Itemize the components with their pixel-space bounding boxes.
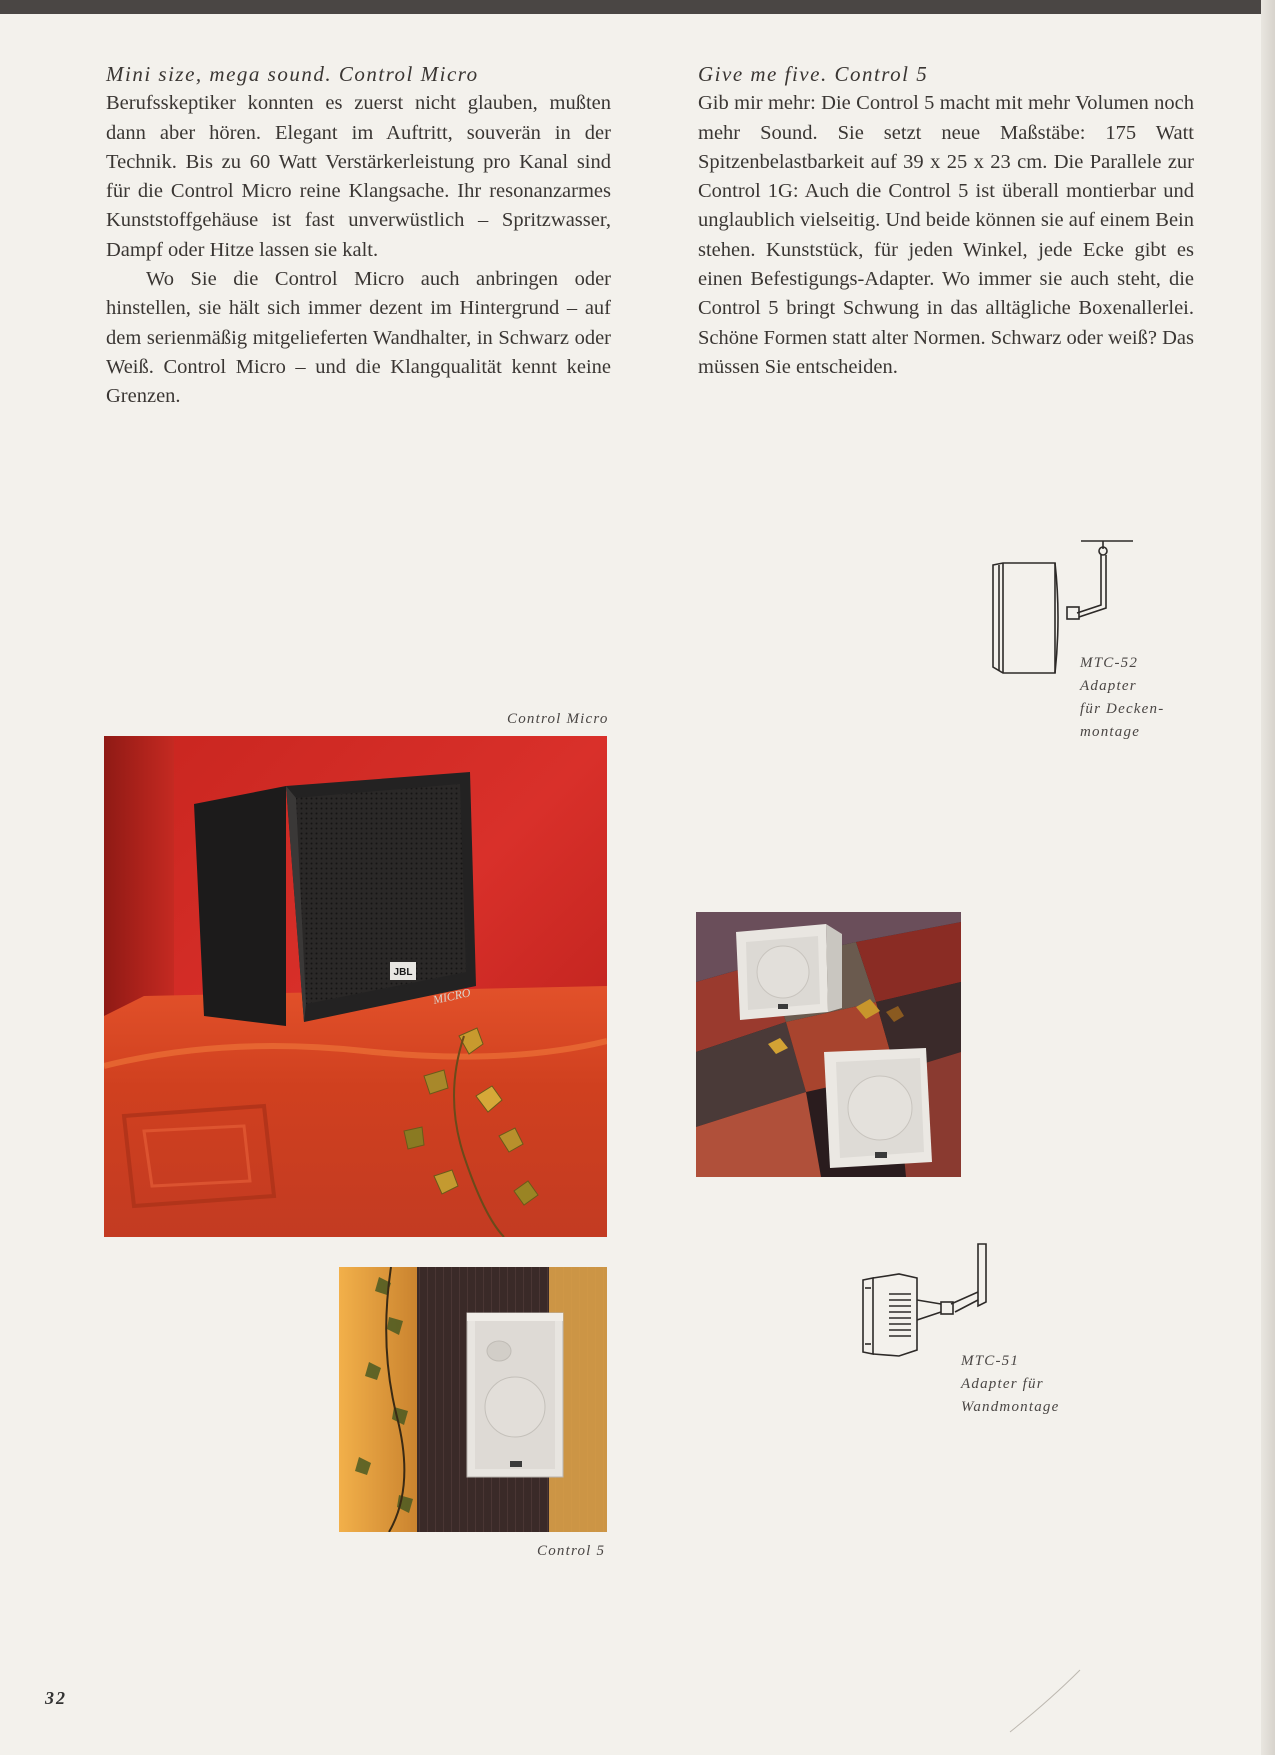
mtc51-title: MTC-51 (961, 1353, 1020, 1369)
page-binding-edge (1261, 0, 1275, 1755)
jbl-logo-text: JBL (393, 967, 413, 978)
left-column-heading: Mini size, mega sound. Control Micro (106, 62, 479, 86)
left-column-paragraph-2: Wo Sie die Control Micro auch anbringen oder hinstellen, sie hält sich immer dezent im Hintergrund – auf dem serienmäßig mitgelieferten Wandhalter, in Schwarz oder Weiß. Control Micro – und die Klangqualität kennt keine Grenzen. (106, 268, 611, 408)
control-5-pair-photo (696, 912, 961, 1177)
right-column-heading: Give me five. Control 5 (698, 62, 929, 86)
control-5-wall-photo (339, 1267, 607, 1532)
mtc51-line-1: Adapter für (961, 1376, 1044, 1392)
mtc51-caption (961, 1350, 1059, 1419)
mtc52-title: MTC-52 (1080, 655, 1139, 671)
decorative-stroke (1000, 1660, 1090, 1740)
mtc52-line-1: Adapter (1080, 678, 1137, 694)
page-top-edge (0, 0, 1275, 14)
mtc52-line-2: für Decken- (1080, 701, 1165, 717)
mtc52-caption (1080, 652, 1164, 744)
right-column-paragraph-1: Gib mir mehr: Die Control 5 macht mit mehr Volumen noch mehr Sound. Sie setzt neue Maßstäbe: 175 Watt Spitzenbelastbarkeit auf 39 x 25 x 23 cm. Die Parallele zur Control 1G: Auch die Control 5 ist überall montierbar und unglaublich vielseitig. Und beide können sie auf einem Bein stehen. Kunststück, für jeden Winkel, jede Ecke gibt es einen Befestigungs-Adapter. Wo immer sie auch steht, die Control 5 bringt Schwung in das alltägliche Boxenallerlei. Schöne Formen statt alter Normen. Schwarz oder weiß? Das müssen Sie entscheiden. (698, 92, 1194, 378)
control-micro-photo (104, 736, 607, 1237)
mtc51-wall-adapter-drawing (855, 1240, 995, 1360)
mtc51-line-2: Wandmontage (961, 1399, 1060, 1415)
left-text-column (106, 60, 611, 412)
page-number: 32 (45, 1688, 67, 1708)
mtc52-line-3: montage (1080, 724, 1141, 740)
control-micro-model-label: MICRO (431, 985, 472, 1007)
control-5-caption: Control 5 (537, 1543, 606, 1559)
left-column-paragraph-1: Berufsskeptiker konnten es zuerst nicht glauben, mußten dann aber hören. Elegant im Auftritt, souverän in der Technik. Bis zu 60 Watt Verstärkerleistung pro Kanal sind für die Control Micro reine Klangsache. Ihr resonanzarmes Kunststoffgehäuse ist fast unverwüstlich – Spritzwasser, Dampf oder Hitze lassen sie kalt. (106, 92, 611, 261)
right-text-column (698, 60, 1194, 382)
control-micro-caption: Control Micro (507, 711, 609, 727)
